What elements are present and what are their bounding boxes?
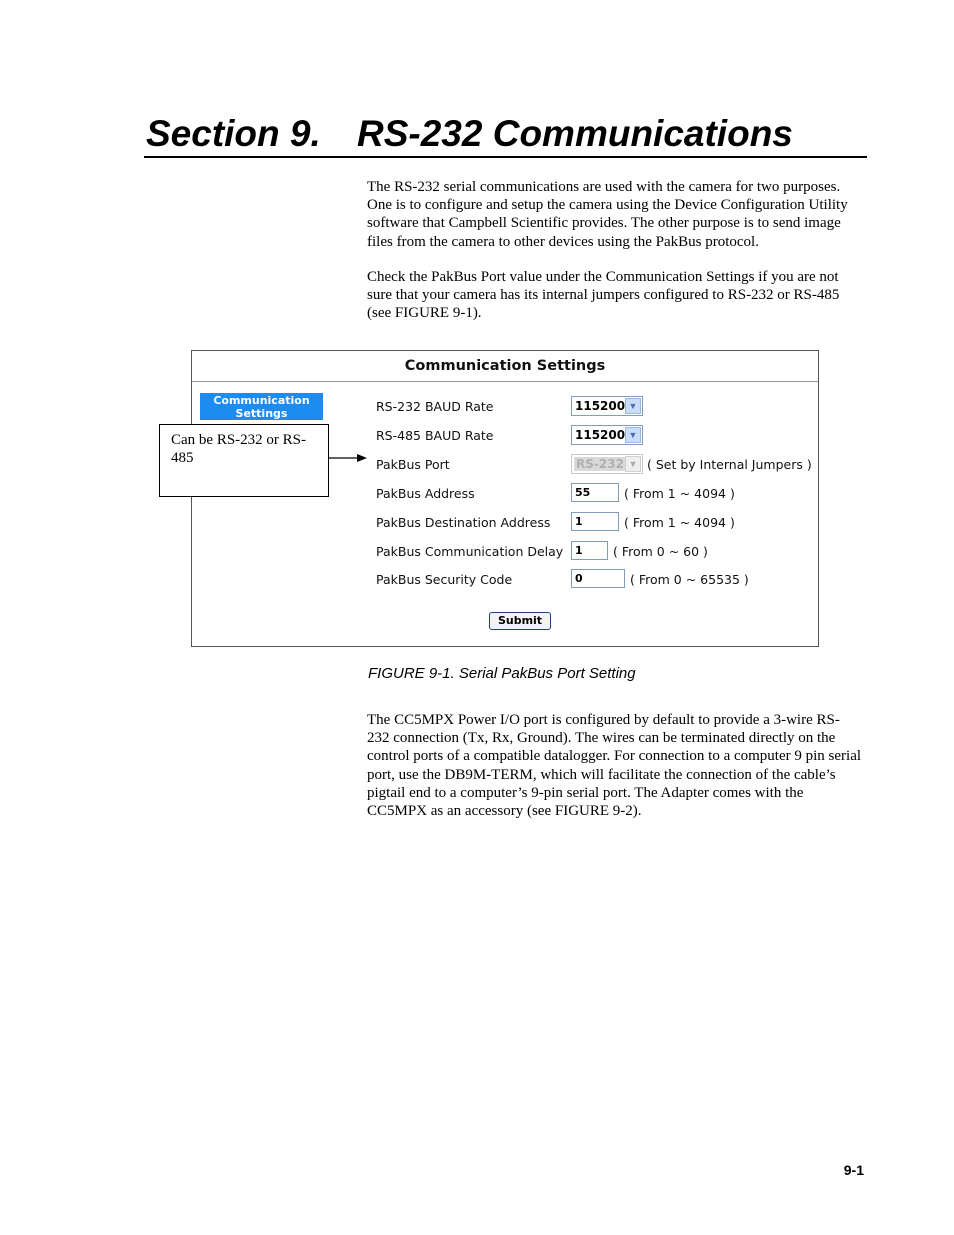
rs232-baud-value: 115200: [575, 399, 626, 413]
pakbus-destination-label: PakBus Destination Address: [376, 515, 551, 530]
pakbus-port-value: RS-232: [576, 457, 624, 471]
paragraph-intro: The RS-232 serial communications are used with the camera for two purposes. One is to configure and setup the camera using the Device Configuration Utility software that Campbell Scientific provides. The other purpose is to send image files from the camera to other devices using the PakBus protocol.: [367, 179, 848, 250]
heading-rule: [144, 156, 867, 158]
callout-arrow-icon: [329, 452, 369, 466]
pakbus-security-input[interactable]: 0: [571, 569, 625, 588]
pakbus-security-hint: ( From 0 ~ 65535 ): [630, 572, 749, 587]
rs485-baud-select[interactable]: [571, 425, 643, 445]
pakbus-destination-input[interactable]: 1: [571, 512, 619, 531]
rs232-baud-label: RS-232 BAUD Rate: [376, 399, 494, 414]
pakbus-address-input[interactable]: 55: [571, 483, 619, 502]
rs485-baud-value: 115200: [575, 428, 626, 442]
chevron-down-icon: ▼: [625, 398, 641, 414]
section-heading: [146, 112, 866, 156]
pakbus-security-label: PakBus Security Code: [376, 572, 513, 587]
paragraph-check-port: Check the PakBus Port value under the Communication Settings if you are not sure that your camera has its internal jumpers configured to RS-232 or RS-485 (see FIGURE 9-1).: [367, 269, 840, 322]
pakbus-address-label: PakBus Address: [376, 486, 475, 501]
pakbus-destination-hint: ( From 1 ~ 4094 ): [624, 515, 735, 530]
figure-caption: FIGURE 9-1. Serial PakBus Port Setting: [368, 665, 636, 682]
page-number: 9-1: [843, 1162, 864, 1178]
callout-box: Can be RS-232 or RS-485: [159, 424, 329, 497]
pakbus-port-label: PakBus Port: [376, 457, 450, 472]
figure-title: Communication Settings: [192, 351, 818, 382]
section-number: Section 9.: [146, 113, 321, 154]
pakbus-delay-label: PakBus Communication Delay: [376, 544, 564, 559]
pakbus-port-hint: ( Set by Internal Jumpers ): [647, 457, 812, 472]
pakbus-delay-hint: ( From 0 ~ 60 ): [613, 544, 708, 559]
chevron-down-icon: ▼: [625, 456, 641, 472]
pakbus-delay-input[interactable]: 1: [571, 541, 608, 560]
pakbus-address-hint: ( From 1 ~ 4094 ): [624, 486, 735, 501]
section-title: RS-232 Communications: [357, 113, 793, 154]
chevron-down-icon: ▼: [625, 427, 641, 443]
communication-settings-nav-button[interactable]: Communication Settings: [200, 393, 323, 420]
communication-settings-figure: [191, 350, 819, 647]
pakbus-port-select: [571, 454, 643, 474]
paragraph-power-io: The CC5MPX Power I/O port is configured by default to provide a 3-wire RS-232 connection (Tx, Rx, Ground). The wires can be terminated directly on the control ports of a compatible datalogger. For connection to a computer 9 pin serial port, use the DB9M-TERM, which will facilitate the connection of the cable’s pigtail end to a computer’s 9-pin serial port. The Adapter comes with the CC5MPX as an accessory (see FIGURE 9-2).: [367, 712, 862, 820]
submit-button[interactable]: Submit: [489, 612, 551, 630]
rs485-baud-label: RS-485 BAUD Rate: [376, 428, 494, 443]
rs232-baud-select[interactable]: [571, 396, 643, 416]
